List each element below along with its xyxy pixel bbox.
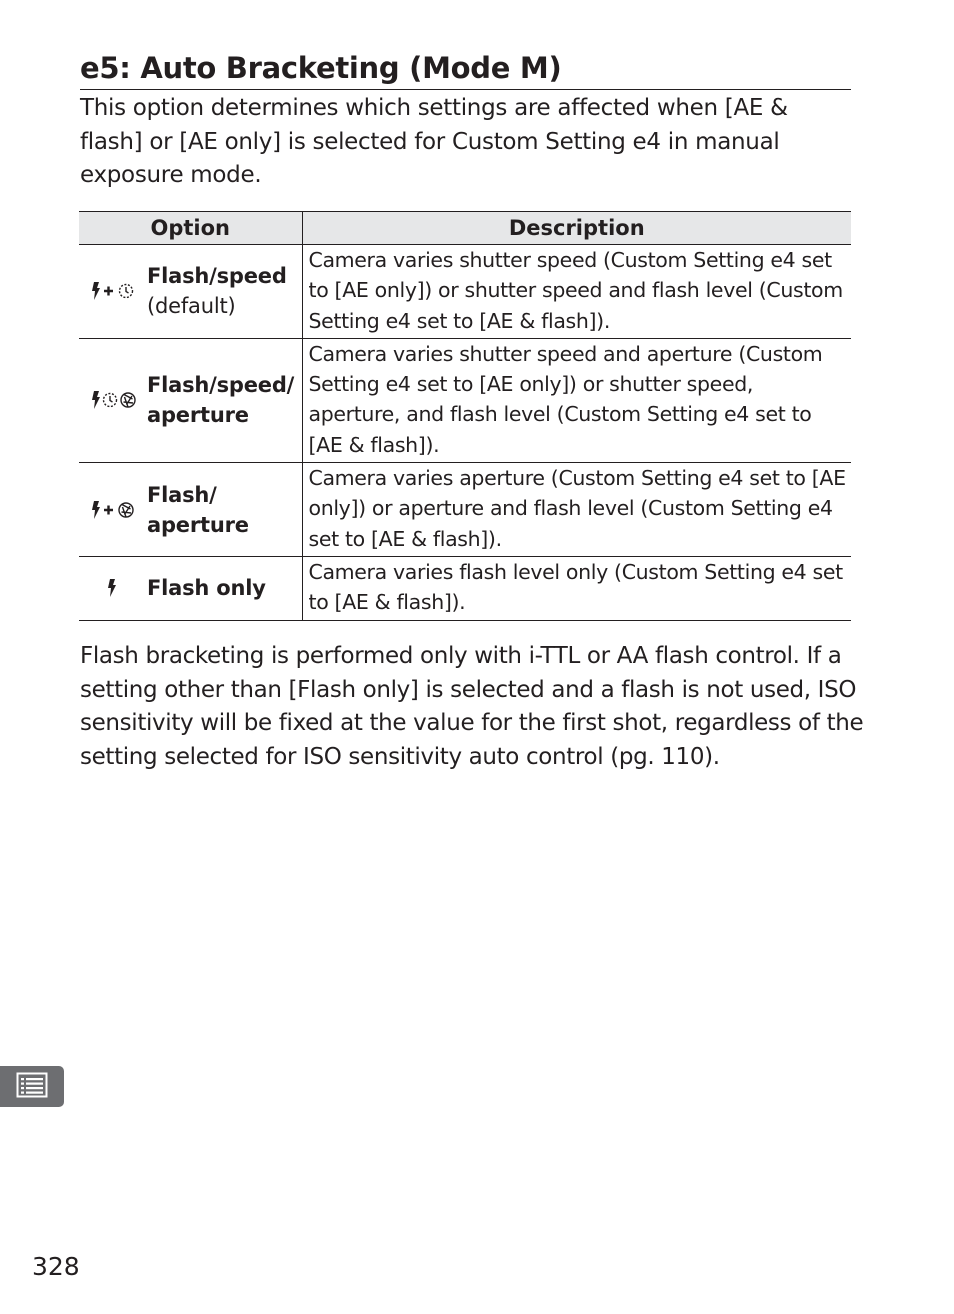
flash-bracketing-note: Flash bracketing is performed only with i-TTL or AA flash control. If a setting other than [Flash only] is selected and a flash is not used, ISO sensitivity will be fixed at the value for the first shot, regardless of the setting selected for ISO sensitivity auto control (pg. 110).: [80, 643, 864, 770]
flash-plus-shutter-icon: [79, 279, 147, 303]
table-row: [79, 556, 851, 620]
description-cell: Camera varies aperture (Custom Setting e4 set to [AE only]) or aperture and flash level (Custom Setting e4 set to [AE & flash]).: [302, 463, 851, 557]
option-cell: [79, 245, 302, 339]
option-label: Flash/speed/ aperture: [147, 373, 295, 428]
table-header-row: [79, 212, 851, 245]
flash-icon: [79, 576, 147, 600]
option-cell: [79, 556, 302, 620]
description-cell: Camera varies shutter speed and aperture (Custom Setting e4 set to [AE only]) or shutter speed, aperture, and flash level (Custom Setting e4 set to [AE & flash]).: [302, 338, 851, 462]
option-sublabel: (default): [147, 294, 236, 319]
section-tab: [0, 1066, 64, 1107]
flash-plus-aperture-icon: [79, 498, 147, 522]
option-cell: [79, 463, 302, 557]
page-number: 328: [32, 1252, 80, 1281]
flash-shutter-aperture-icon: [79, 388, 147, 412]
description-cell: Camera varies flash level only (Custom Setting e4 set to [AE & flash]).: [302, 556, 851, 620]
option-label: Flash only: [147, 576, 266, 601]
table-row: [79, 245, 851, 339]
option-label: Flash/ aperture: [147, 482, 249, 537]
page-title: e5: Auto Bracketing (Mode M): [80, 48, 851, 90]
menu-list-icon: [16, 1072, 48, 1102]
header-description: Description: [302, 212, 851, 245]
options-table: [79, 211, 851, 621]
option-cell: [79, 338, 302, 462]
description-cell: Camera varies shutter speed (Custom Setting e4 set to [AE only]) or shutter speed and flash level (Custom Setting e4 set to [AE & flash]).: [302, 245, 851, 339]
intro-paragraph: This option determines which settings are affected when [AE & flash] or [AE only] is selected for Custom Setting e4 in manual exposure mode.: [80, 95, 788, 188]
option-label: Flash/speed: [147, 264, 287, 289]
header-option: Option: [79, 212, 302, 245]
table-row: [79, 463, 851, 557]
table-row: [79, 338, 851, 462]
